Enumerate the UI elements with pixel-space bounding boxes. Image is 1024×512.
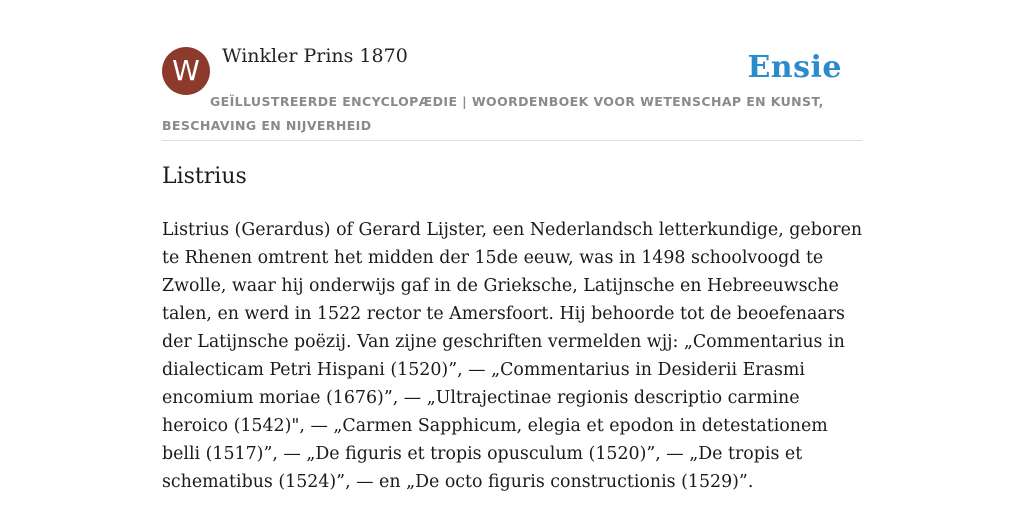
source-title[interactable]: Winkler Prins 1870 [222,45,408,67]
source-subtitle: GEÏLLUSTREERDE ENCYCLOPÆDIE | WOORDENBOEK VOOR WETENSCHAP EN KUNST, BESCHAVING EN NIJVERHEID [162,94,824,133]
header [162,0,862,141]
page [162,0,863,492]
page-title: Listrius [162,164,247,189]
article-body: Listrius (Gerardus) of Gerard Lijster, een Nederlandsch letterkundige, geboren te Rhenen omtrent het midden der 15de eeuw, was in 1498 schoolvoogd te Zwolle, waar hij onderwijs gaf in de Grieksche, Latijnsche en Hebreeuwsche talen, en werd in 1522 rector te Amersfoort. Hij behoorde tot de beoefenaars der Latijnsche poëzij. Van zijne geschriften vermelden wjj: „Commentarius in dialecticam Petri Hispani (1520)”, — „Commentarius in Desiderii Erasmi encomium moriae (1676)”, — „Ultrajectinae regionis descriptio carmine heroico (1542)", — „Carmen Sapphicum, elegia et epodon in detestationem belli (1517)”, — „De figuris et tropis opusculum (1520)”, — „De tropis et schematibus (1524)”, — en „De octo figuris constructionis (1529)”. [162,220,863,492]
brand-logo-link[interactable]: Ensie [747,50,842,85]
avatar[interactable]: W [162,47,210,95]
